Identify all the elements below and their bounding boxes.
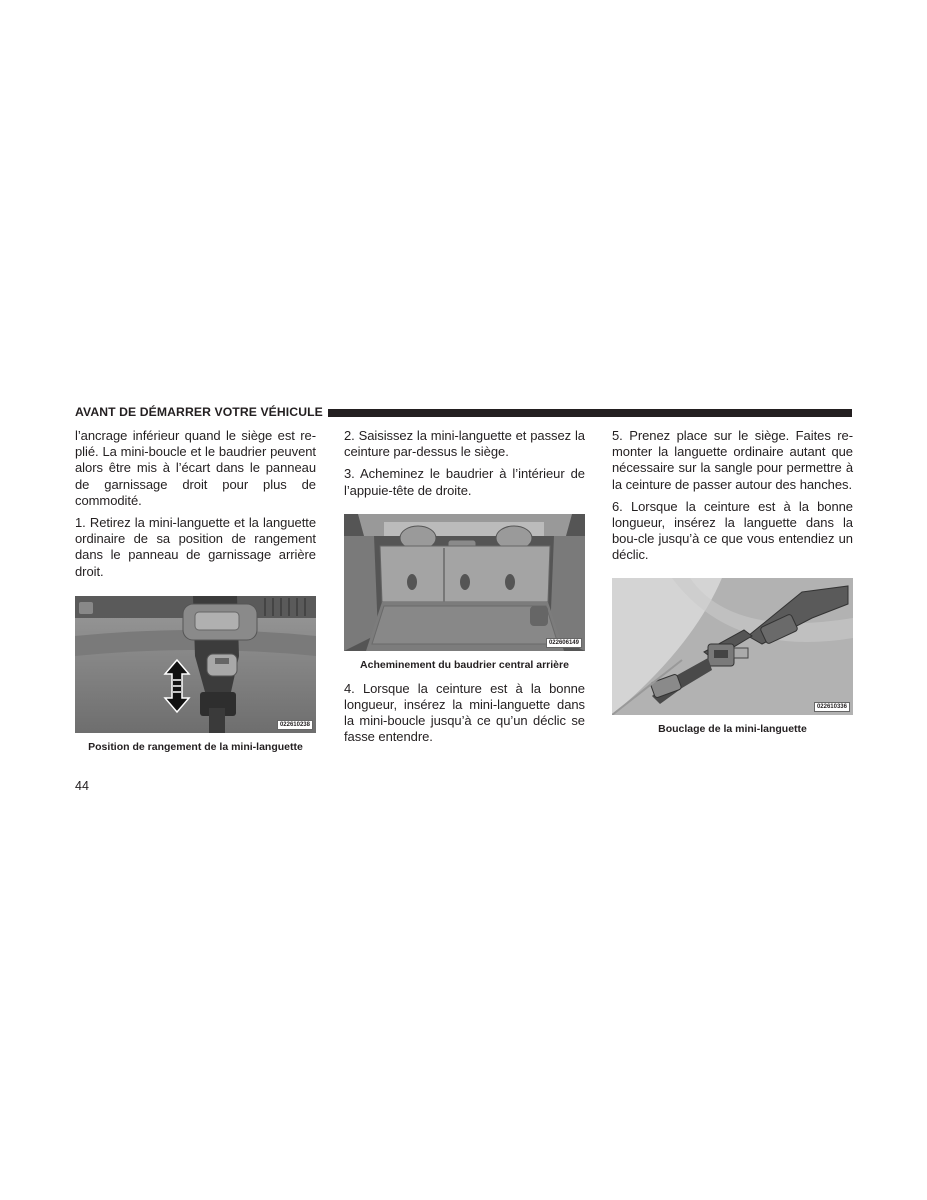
paragraph-step-6: 6. Lorsque la ceinture est à la bonne longueur, insérez la languette dans la bou-cle jusqu’à ce que vous entendiez un déclic. xyxy=(612,498,853,563)
buckling-illustration xyxy=(612,578,853,715)
paragraph-step-4: 4. Lorsque la ceinture est à la bonne longueur, insérez la mini-languette dans la mini-boucle jusqu’à ce qu’un déclic se fasse entendre. xyxy=(344,680,585,745)
figure-caption: Position de rangement de la mini-languette xyxy=(88,740,303,753)
section-header xyxy=(75,404,852,422)
figure-code: 022610336 xyxy=(814,702,850,712)
header-rule xyxy=(328,409,852,417)
paragraph-step-2: 2. Saisissez la mini-languette et passez la ceinture par-dessus le siège. xyxy=(344,428,585,460)
mini-tab-storage-illustration xyxy=(75,596,316,733)
column-3 xyxy=(612,428,853,745)
paragraph-step-3: 3. Acheminez le baudrier à l’intérieur de l’appuie-tête de droite. xyxy=(344,466,585,498)
paragraph-step-1: 1. Retirez la mini-languette et la languette ordinaire de sa position de rangement dans le panneau de garnissage arrière droit. xyxy=(75,515,316,579)
page-number: 44 xyxy=(75,779,89,793)
paragraph-step-5: 5. Prenez place sur le siège. Faites re-monter la languette ordinaire autant que nécessaire sur la sangle pour permettre à la ceinture de passer autour des hanches. xyxy=(612,428,853,492)
cargo-area-illustration xyxy=(344,514,585,651)
figure-mini-tab-buckling xyxy=(612,578,853,715)
paragraph: l’ancrage inférieur quand le siège est re-plié. La mini-boucle et le baudrier peuvent alors être mis à l’écart dans le panneau de garnissage droit pour plus de commodité. xyxy=(75,428,316,508)
figure-mini-tab-storage xyxy=(75,596,316,733)
column-1 xyxy=(75,428,316,763)
figure-center-belt-routing xyxy=(344,514,585,651)
section-title: AVANT DE DÉMARRER VOTRE VÉHICULE xyxy=(75,405,323,419)
figure-code: 022610238 xyxy=(277,720,313,730)
figure-caption: Acheminement du baudrier central arrière xyxy=(360,658,569,671)
column-2 xyxy=(344,428,585,752)
figure-caption: Bouclage de la mini-languette xyxy=(658,722,807,735)
figure-code: 022606149 xyxy=(546,638,582,648)
